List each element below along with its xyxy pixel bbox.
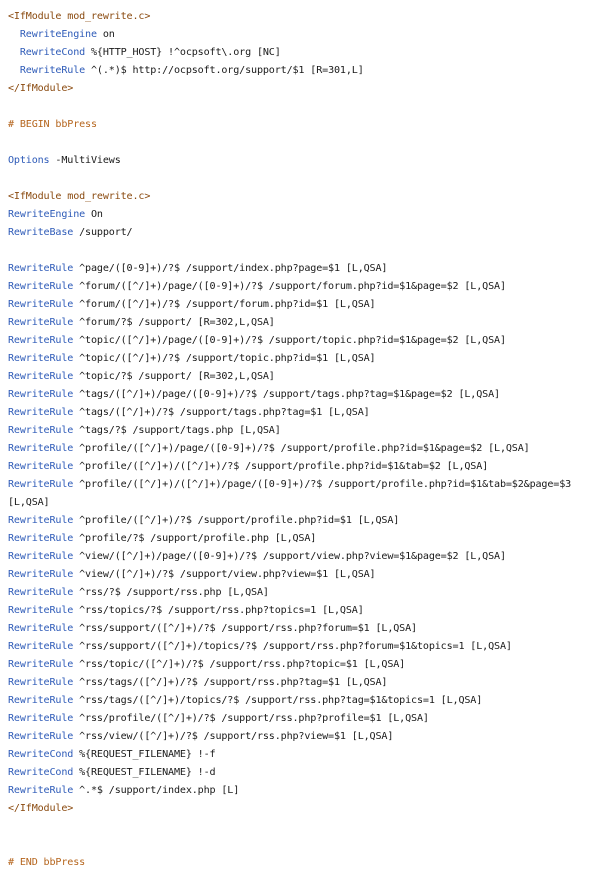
directive-keyword: RewriteRule — [8, 677, 74, 688]
directive-arguments: %{REQUEST_FILENAME} !-f — [73, 749, 216, 760]
directive-keyword: RewriteRule — [8, 587, 74, 598]
code-line — [8, 602, 592, 620]
directive-arguments: /support/ — [73, 227, 133, 238]
code-line — [8, 746, 592, 764]
ifmodule-tag: </IfModule> — [8, 803, 74, 814]
directive-keyword: RewriteRule — [8, 443, 74, 454]
htaccess-code-block — [8, 8, 592, 872]
code-line — [8, 530, 592, 548]
directive-keyword: RewriteBase — [8, 227, 74, 238]
directive-keyword: RewriteRule — [8, 317, 74, 328]
directive-keyword: RewriteRule — [19, 65, 86, 76]
directive-keyword: RewriteCond — [8, 767, 74, 778]
directive-arguments: -MultiViews — [49, 155, 121, 166]
directive-arguments: on — [96, 29, 115, 40]
code-line — [8, 170, 592, 188]
code-line — [8, 332, 592, 350]
directive-keyword: RewriteRule — [8, 515, 74, 526]
directive-keyword: RewriteRule — [8, 389, 74, 400]
directive-keyword: RewriteRule — [8, 479, 74, 490]
directive-arguments: ^page/([0-9]+)/?$ /support/index.php?page=$1 [L,QSA] — [73, 263, 388, 274]
code-line — [8, 764, 592, 782]
directive-arguments: ^rss/support/([^/]+)/topics/?$ /support/rss.php?forum=$1&topics=1 [L,QSA] — [73, 641, 512, 652]
directive-keyword: RewriteRule — [8, 713, 74, 724]
code-line — [8, 134, 592, 152]
comment: # END bbPress — [8, 857, 86, 868]
code-line — [8, 224, 592, 242]
directive-arguments: ^rss/tags/([^/]+)/topics/?$ /support/rss.php?tag=$1&topics=1 [L,QSA] — [73, 695, 483, 706]
code-line — [8, 314, 592, 332]
comment: # BEGIN bbPress — [8, 119, 97, 130]
directive-arguments: ^forum/([^/]+)/page/([0-9]+)/?$ /support/forum.php?id=$1&page=$2 [L,QSA] — [73, 281, 506, 292]
directive-arguments: ^view/([^/]+)/page/([0-9]+)/?$ /support/view.php?view=$1&page=$2 [L,QSA] — [73, 551, 506, 562]
directive-arguments: ^profile/([^/]+)/?$ /support/profile.php?id=$1 [L,QSA] — [73, 515, 400, 526]
indent — [8, 65, 20, 76]
code-line — [8, 26, 592, 44]
directive-keyword: RewriteRule — [8, 605, 74, 616]
directive-arguments: On — [85, 209, 103, 220]
directive-keyword: RewriteRule — [8, 641, 74, 652]
directive-keyword: RewriteRule — [8, 299, 74, 310]
code-line — [8, 116, 592, 134]
directive-arguments: ^rss/view/([^/]+)/?$ /support/rss.php?view=$1 [L,QSA] — [73, 731, 394, 742]
directive-keyword: RewriteRule — [8, 659, 74, 670]
code-line — [8, 584, 592, 602]
directive-arguments: ^profile/([^/]+)/([^/]+)/?$ /support/profile.php?id=$1&tab=$2 [L,QSA] — [73, 461, 489, 472]
directive-keyword: RewriteRule — [8, 551, 74, 562]
code-line — [8, 638, 592, 656]
indent — [8, 29, 20, 40]
directive-keyword: RewriteCond — [8, 749, 74, 760]
code-line — [8, 836, 592, 854]
code-line — [8, 440, 592, 458]
code-line — [8, 8, 592, 26]
directive-arguments: ^profile/?$ /support/profile.php [L,QSA] — [73, 533, 317, 544]
directive-arguments: ^profile/([^/]+)/page/([0-9]+)/?$ /support/profile.php?id=$1&page=$2 [L,QSA] — [73, 443, 530, 454]
code-line — [8, 62, 592, 80]
directive-arguments: ^forum/([^/]+)/?$ /support/forum.php?id=$1 [L,QSA] — [73, 299, 376, 310]
directive-keyword: RewriteRule — [8, 461, 74, 472]
indent — [8, 47, 20, 58]
code-line — [8, 710, 592, 728]
code-line — [8, 512, 592, 530]
code-line — [8, 152, 592, 170]
code-line — [8, 566, 592, 584]
code-line — [8, 854, 592, 872]
code-line — [8, 260, 592, 278]
directive-keyword: RewriteRule — [8, 425, 74, 436]
code-line — [8, 206, 592, 224]
code-line — [8, 278, 592, 296]
code-line — [8, 728, 592, 746]
directive-keyword: Options — [8, 155, 50, 166]
directive-arguments: %{HTTP_HOST} !^ocpsoft\.org [NC] — [85, 47, 281, 58]
directive-arguments: ^rss/profile/([^/]+)/?$ /support/rss.php?profile=$1 [L,QSA] — [73, 713, 429, 724]
code-line — [8, 404, 592, 422]
directive-arguments: ^topic/([^/]+)/?$ /support/topic.php?id=$1 [L,QSA] — [73, 353, 376, 364]
directive-arguments: ^view/([^/]+)/?$ /support/view.php?view=$1 [L,QSA] — [73, 569, 376, 580]
directive-keyword: RewriteRule — [8, 731, 74, 742]
code-line — [8, 386, 592, 404]
code-line — [8, 656, 592, 674]
code-line — [8, 818, 592, 836]
code-line — [8, 620, 592, 638]
ifmodule-tag: <IfModule mod_rewrite.c> — [8, 191, 151, 202]
directive-arguments: ^tags/([^/]+)/?$ /support/tags.php?tag=$1 [L,QSA] — [73, 407, 370, 418]
directive-keyword: RewriteRule — [8, 623, 74, 634]
directive-arguments: %{REQUEST_FILENAME} !-d — [73, 767, 216, 778]
directive-keyword: RewriteRule — [8, 263, 74, 274]
directive-keyword: RewriteRule — [8, 371, 74, 382]
directive-arguments: ^rss/topic/([^/]+)/?$ /support/rss.php?topic=$1 [L,QSA] — [73, 659, 406, 670]
directive-keyword: RewriteRule — [8, 335, 74, 346]
code-line — [8, 458, 592, 476]
code-line — [8, 80, 592, 98]
directive-arguments: ^rss/topics/?$ /support/rss.php?topics=1 [L,QSA] — [73, 605, 364, 616]
directive-arguments: ^tags/([^/]+)/page/([0-9]+)/?$ /support/tags.php?tag=$1&page=$2 [L,QSA] — [73, 389, 500, 400]
directive-keyword: RewriteRule — [8, 569, 74, 580]
code-line — [8, 422, 592, 440]
directive-keyword: RewriteRule — [8, 785, 74, 796]
code-line — [8, 368, 592, 386]
code-line — [8, 782, 592, 800]
code-line — [8, 548, 592, 566]
code-line — [8, 350, 592, 368]
ifmodule-tag: </IfModule> — [8, 83, 74, 94]
directive-arguments: ^topic/?$ /support/ [R=302,L,QSA] — [73, 371, 275, 382]
directive-arguments: ^forum/?$ /support/ [R=302,L,QSA] — [73, 317, 275, 328]
ifmodule-tag: <IfModule mod_rewrite.c> — [8, 11, 151, 22]
code-line — [8, 692, 592, 710]
directive-arguments: ^.*$ /support/index.php [L] — [73, 785, 240, 796]
code-line — [8, 188, 592, 206]
directive-arguments: ^rss/?$ /support/rss.php [L,QSA] — [73, 587, 269, 598]
directive-keyword: RewriteRule — [8, 695, 74, 706]
code-line — [8, 476, 592, 512]
code-line — [8, 44, 592, 62]
directive-keyword: RewriteRule — [8, 353, 74, 364]
code-line — [8, 674, 592, 692]
code-line — [8, 98, 592, 116]
directive-arguments: ^profile/([^/]+)/([^/]+)/page/([0-9]+)/?$ /support/profile.php?id=$1&tab=$2&page=$3 [L,QSA] — [8, 479, 578, 508]
code-line — [8, 296, 592, 314]
directive-keyword: RewriteRule — [8, 281, 74, 292]
directive-keyword: RewriteEngine — [19, 29, 97, 40]
directive-keyword: RewriteEngine — [8, 209, 86, 220]
code-line — [8, 800, 592, 818]
directive-arguments: ^rss/tags/([^/]+)/?$ /support/rss.php?tag=$1 [L,QSA] — [73, 677, 388, 688]
code-line — [8, 242, 592, 260]
directive-arguments: ^topic/([^/]+)/page/([0-9]+)/?$ /support/topic.php?id=$1&page=$2 [L,QSA] — [73, 335, 506, 346]
directive-arguments: ^(.*)$ http://ocpsoft.org/support/$1 [R=301,L] — [85, 65, 364, 76]
directive-keyword: RewriteRule — [8, 533, 74, 544]
directive-keyword: RewriteRule — [8, 407, 74, 418]
directive-arguments: ^rss/support/([^/]+)/?$ /support/rss.php?forum=$1 [L,QSA] — [73, 623, 417, 634]
directive-arguments: ^tags/?$ /support/tags.php [L,QSA] — [73, 425, 281, 436]
directive-keyword: RewriteCond — [19, 47, 86, 58]
